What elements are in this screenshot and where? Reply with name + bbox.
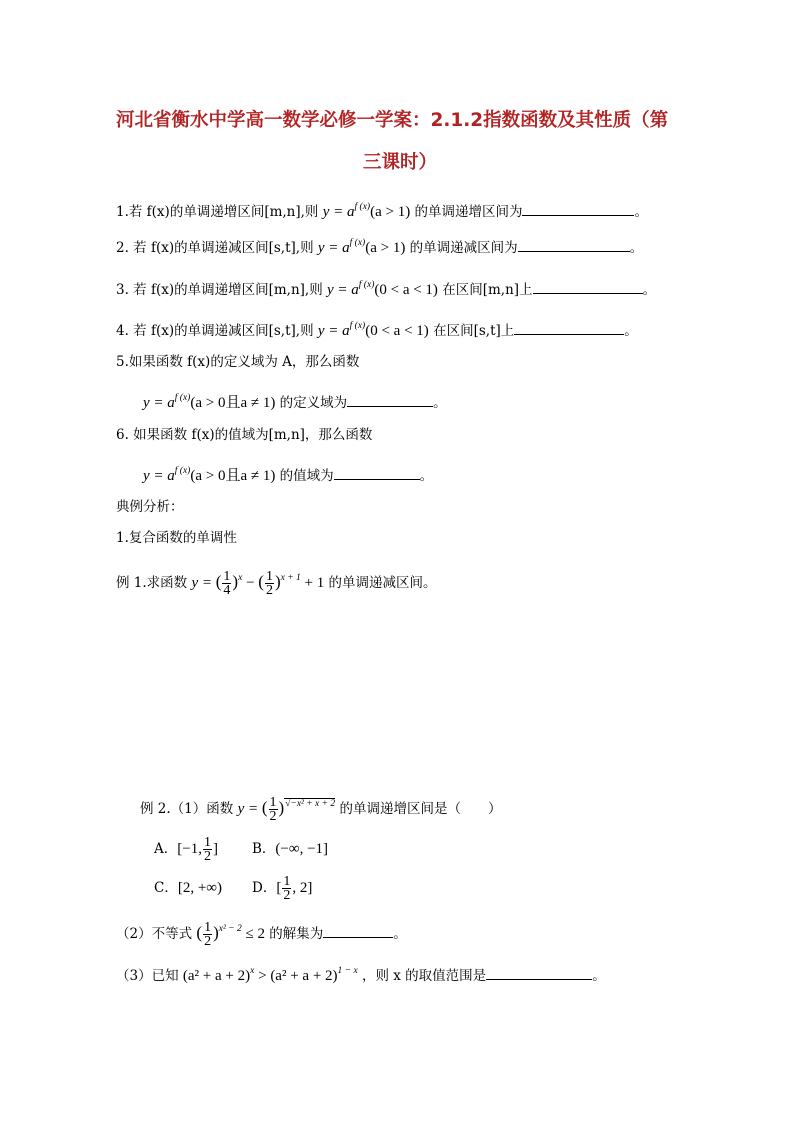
formula-q1: $y = a^{f (x)}(a > 1)$ bbox=[322, 202, 411, 220]
question-5-line1: 5.如果函数 f(x)的定义域为 A，那么函数 bbox=[116, 354, 360, 370]
option-d[interactable]: D．[ $\frac{1}{2}$ , 2] bbox=[252, 874, 313, 904]
question-4: 4. 若 f(x)的单调递减区间[s,t],则 $y = a^{f (x)}(0 < a < 1)$ 在区间[s,t]上 。 bbox=[116, 321, 638, 339]
example-2-part-3: （3）已知 $(a^2 + a + 2)^x > (a^2 + a + 2)^{1 - x}$ ，则 x 的取值范围是 。 bbox=[116, 966, 606, 984]
answer-blank[interactable] bbox=[514, 321, 624, 335]
answer-blank[interactable] bbox=[522, 202, 634, 216]
formula-example-2: y = ( $\frac{1}{2}$ )$^{√-x^2 + x + 2}$ bbox=[237, 795, 336, 825]
example-1: 例 1.求函数 y = ( $\frac{1}{4}$ )$^x$ − ( $\frac{1}{2}$ )$^{x + 1}$ + 1 的单调递减区间。 bbox=[116, 569, 437, 599]
formula-q2: $y = a^{f (x)}(a > 1)$ bbox=[317, 238, 406, 256]
option-c[interactable]: C．[2, +∞) bbox=[154, 880, 222, 896]
answer-blank[interactable] bbox=[347, 393, 433, 407]
question-2: 2. 若 f(x)的单调递减区间[s,t],则 $y = a^{f (x)}(a > 1)$ 的单调递减区间为 。 bbox=[116, 238, 644, 256]
analysis-heading: 典例分析： bbox=[116, 499, 184, 515]
option-d-value: [ $\frac{1}{2}$ , 2] bbox=[276, 874, 313, 904]
formula-q4: $y = a^{f (x)}(0 < a < 1)$ bbox=[317, 321, 429, 339]
question-3: 3. 若 f(x)的单调递增区间[m,n],则 $y = a^{f (x)}(0 < a < 1)$ 在区间[m,n]上 。 bbox=[116, 280, 657, 298]
answer-blank[interactable] bbox=[334, 466, 420, 480]
answer-blank[interactable] bbox=[518, 238, 630, 252]
question-5-line2: $y = a^{f (x)}(a > 0$且a ≠ 1) 的定义域为 。 bbox=[143, 393, 447, 411]
option-b-value: (−∞, −1] bbox=[275, 841, 329, 857]
document-title-line1: 河北省衡水中学高一数学必修一学案：2.1.2指数函数及其性质（第 bbox=[116, 110, 669, 131]
document-title-line2: 三课时） bbox=[363, 152, 438, 173]
answer-blank[interactable] bbox=[533, 280, 643, 294]
question-6-line2: $y = a^{f (x)}(a > 0$且a ≠ 1) 的值域为 。 bbox=[143, 466, 434, 484]
example-2-part-2: （2）不等式 ( $\frac{1}{2}$ )$^{x^2 - 2}$ ≤ 2 的解集为 。 bbox=[116, 920, 407, 950]
formula-example-1: y = ( $\frac{1}{4}$ )$^x$ − ( $\frac{1}{2}$ )$^{x + 1}$ + 1 bbox=[191, 569, 325, 599]
formula-q6: $y = a^{f (x)}(a > 0$且a ≠ 1) bbox=[143, 466, 276, 484]
answer-blank[interactable] bbox=[486, 966, 592, 980]
option-c-value: [2, +∞) bbox=[177, 880, 222, 896]
answer-blank[interactable] bbox=[323, 924, 393, 938]
option-a[interactable]: A．[−1, $\frac{1}{2}$ ] bbox=[154, 835, 218, 865]
question-1: 1.若 f(x)的单调递增区间[m,n],则 $y = a^{f (x)}(a > 1)$ 的单调递增区间为 。 bbox=[116, 202, 648, 220]
option-b[interactable]: B．(−∞, −1] bbox=[252, 841, 329, 857]
formula-exponential-inequality: $(a^2 + a + 2)^x > (a^2 + a + 2)^{1 - x}$ bbox=[182, 966, 358, 984]
section-heading-composite-monotonicity: 1.复合函数的单调性 bbox=[116, 530, 237, 546]
formula-inequality: ( $\frac{1}{2}$ )$^{x^2 - 2}$ ≤ 2 bbox=[196, 920, 265, 950]
example-2-part-1: 例 2.（1）函数 y = ( $\frac{1}{2}$ )$^{√-x^2 + x + 2}$ 的单调递增区间是（ ） bbox=[140, 795, 502, 825]
question-6-line1: 6. 如果函数 f(x)的值域为[m,n]，那么函数 bbox=[116, 427, 373, 443]
formula-q3: $y = a^{f (x)}(0 < a < 1)$ bbox=[327, 280, 438, 298]
option-a-value: [−1, $\frac{1}{2}$ ] bbox=[177, 835, 218, 865]
formula-q5: $y = a^{f (x)}(a > 0$且a ≠ 1) bbox=[143, 393, 276, 411]
